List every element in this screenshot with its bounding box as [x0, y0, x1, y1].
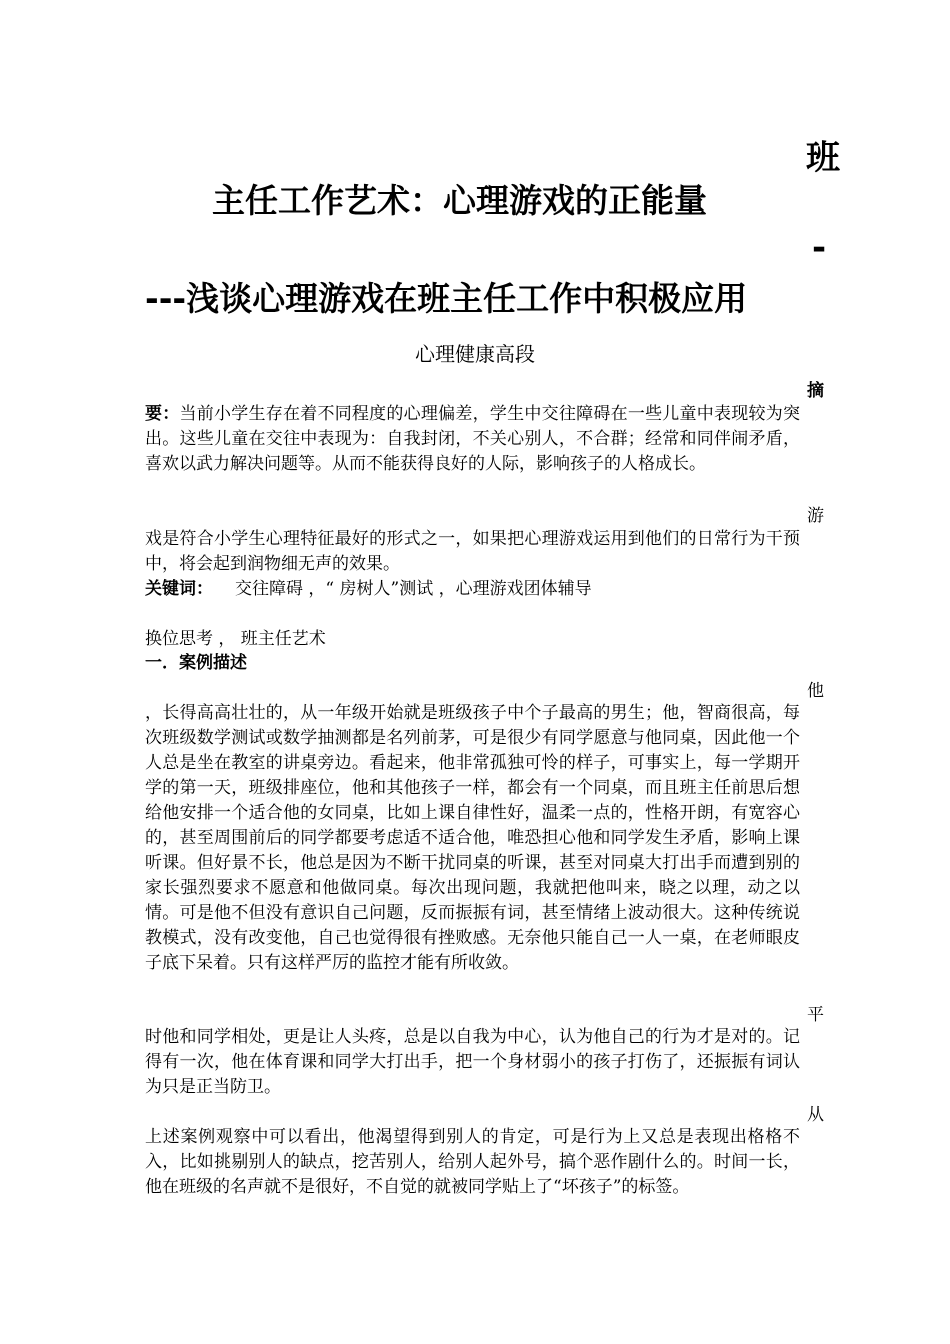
side-char-ban: 班 [806, 138, 840, 178]
side-char-dash: - [812, 228, 827, 268]
title-line-1: 主任工作艺术：心理游戏的正能量 [212, 181, 707, 220]
abstract-paragraph-2: 戏是符合小学生心理特征最好的形式之一，如果把心理游戏运用到他们的日常行为干预中，将会起到润物细无声的效果。 [145, 529, 800, 574]
keywords-label: 关键词： [145, 579, 213, 599]
keywords-text: 交往障碍 ，“ 房树人”测试 ，心理游戏团体辅导 [235, 579, 592, 599]
case-paragraph-3: 上述案例观察中可以看出，他渴望得到别人的肯定，可是行为上又总是表现出格格不入，比如挑剔别人的缺点，挖苦别人，给别人起外号，搞个恶作剧什么的。时间一长，他在班级的名声就不是很好，不自觉的就被同学贴上了“坏孩子”的标签。 [145, 1127, 800, 1197]
side-char-you: 游 [807, 506, 824, 526]
abstract-label: 要： [145, 404, 180, 424]
side-char-cong: 从 [807, 1105, 824, 1125]
abstract-paragraph [145, 402, 800, 477]
case-paragraph-2: 时他和同学相处，更是让人头疼，总是以自我为中心，认为他自己的行为才是对的。记得有一次，他在体育课和同学大打出手，把一个身材弱小的孩子打伤了，还振振有词认为只是正当防卫。 [145, 1027, 800, 1097]
side-char-zhai: 摘 [807, 381, 824, 401]
abstract-text: 当前小学生存在着不同程度的心理偏差，学生中交往障碍在一些儿童中表现较为突出。这些儿童在交往中表现为：自我封闭，不关心别人，不合群；经常和同伴闹矛盾，喜欢以武力解决问题等。从而不能获得良好的人际，影响孩子的人格成长。 [145, 404, 801, 474]
side-char-ta: 他 [807, 681, 824, 701]
author: 心理健康高段 [415, 342, 535, 366]
keywords-line [145, 577, 592, 602]
keywords-line-2: 换位思考 ， 班主任艺术 [145, 629, 326, 649]
side-char-ping: 平 [807, 1005, 824, 1025]
title-line-2: ---浅谈心理游戏在班主任工作中积极应用 [145, 279, 748, 318]
section-heading: 一．案例描述 [145, 653, 247, 673]
case-paragraph-1: ，长得高高壮壮的，从一年级开始就是班级孩子中个子最高的男生；他，智商很高，每次班级数学测试或数学抽测都是名列前茅，可是很少有同学愿意与他同桌，因此他一个人总是坐在教室的讲桌旁边。看起来，他非常孤独可怜的样子，可事实上，每一学期开学的第一天，班级排座位，他和其他孩子一样，都会有一个同桌，而且班主任前思后想给他安排一个适合他的女同桌，比如上课自律性好，温柔一点的，性格开朗，有宽容心的，甚至周围前后的同学都要考虑适不适合他，唯恐担心他和同学发生矛盾，影响上课听课。但好景不长，他总是因为不断干扰同桌的听课，甚至对同桌大打出手而遭到别的家长强烈要求不愿意和他做同桌。每次出现问题，我就把他叫来，晓之以理，动之以情。可是他不但没有意识自己问题，反而振振有词，甚至情绪上波动很大。这种传统说教模式，没有改变他，自己也觉得很有挫败感。无奈他只能自己一人一桌，在老师眼皮子底下呆着。只有这样严厉的监控才能有所收敛。 [145, 703, 800, 973]
